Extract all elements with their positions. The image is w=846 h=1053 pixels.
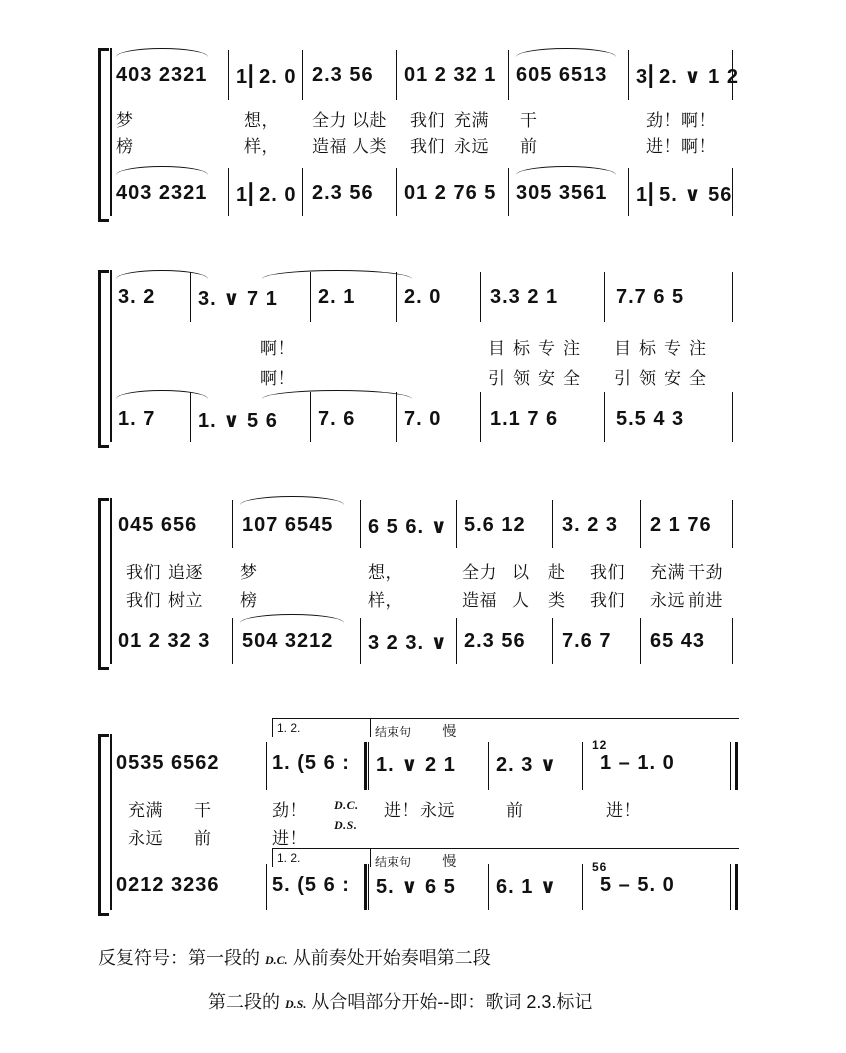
note-line-2: 第二段的 D.S. 从合唱部分开始--即：歌词 2.3.标记 bbox=[208, 992, 593, 1012]
measure-lower: 1⎢5. ∨ 56 bbox=[636, 184, 733, 206]
system-brace bbox=[98, 734, 109, 916]
system-brace bbox=[98, 48, 109, 222]
measure-upper: 0535 6562 bbox=[116, 752, 220, 774]
measure-upper: 403 2321 bbox=[116, 64, 208, 86]
lyric: 样， bbox=[244, 137, 279, 156]
measure-lower: 7. 0 bbox=[404, 408, 442, 430]
lyric: 前进 bbox=[688, 591, 723, 610]
measure-upper: 3. ∨ 7 1 bbox=[198, 288, 278, 310]
grace-notes: 56 bbox=[592, 860, 608, 874]
measure-lower: 7. 6 bbox=[318, 408, 356, 430]
volta-bracket: 1. 2. bbox=[272, 718, 371, 737]
lyric: 我们 bbox=[126, 591, 161, 610]
lyric: 想， bbox=[368, 563, 403, 582]
measure-upper: 3.3 2 1 bbox=[490, 286, 559, 308]
ds-marker: D.S. bbox=[334, 818, 358, 832]
lyric: 造福 bbox=[462, 591, 497, 610]
measure-lower: 403 2321 bbox=[116, 182, 208, 204]
measure-upper: 6 5 6. ∨ bbox=[368, 516, 448, 538]
measure-upper: 1⎢2. 0 bbox=[236, 66, 297, 88]
grace-notes: 12 bbox=[592, 738, 608, 752]
ending-bracket: 结束句 慢 bbox=[370, 848, 739, 867]
volta-bracket: 1. 2. bbox=[272, 848, 371, 867]
measure-lower: 5. ∨ 6 5 bbox=[376, 876, 456, 898]
measure-lower: 5. (5 6 : bbox=[272, 874, 350, 896]
lyric: 人类 bbox=[352, 137, 387, 156]
lyric: 目标专注 bbox=[614, 339, 714, 358]
lyric: 目标专注 bbox=[488, 339, 588, 358]
lyric: 前 bbox=[506, 801, 524, 820]
measure-upper: 605 6513 bbox=[516, 64, 608, 86]
lyric: 劲！ bbox=[272, 801, 307, 820]
lyric: 前 bbox=[520, 137, 538, 156]
lyric: 追逐 bbox=[168, 563, 203, 582]
lyric: 进！ bbox=[606, 801, 641, 820]
lyric: 树立 bbox=[168, 591, 203, 610]
lyric: 干 bbox=[520, 111, 538, 130]
lyric: 全力 bbox=[312, 111, 347, 130]
measure-lower: 1. ∨ 5 6 bbox=[198, 410, 278, 432]
measure-upper: 3⎢2. ∨ 1 2 bbox=[636, 66, 739, 88]
score-system-3 bbox=[0, 490, 846, 670]
measure-upper: 2. 0 bbox=[404, 286, 442, 308]
measure-lower: 1. 7 bbox=[118, 408, 156, 430]
lyric: 永远 bbox=[420, 801, 455, 820]
lyric: 造福 bbox=[312, 137, 347, 156]
lyric: 我们 bbox=[410, 111, 445, 130]
lyric: 进！啊！ bbox=[646, 137, 716, 156]
measure-upper: 107 6545 bbox=[242, 514, 334, 536]
measure-lower: 0212 3236 bbox=[116, 874, 220, 896]
lyric: 以 bbox=[512, 563, 530, 582]
lyric: 进！ bbox=[272, 829, 307, 848]
lyric: 引领安全 bbox=[488, 369, 588, 388]
measure-lower: 5.5 4 3 bbox=[616, 408, 685, 430]
lyric: 我们 bbox=[126, 563, 161, 582]
lyric: 赴 bbox=[548, 563, 566, 582]
lyric: 我们 bbox=[590, 591, 625, 610]
measure-upper: 01 2 32 1 bbox=[404, 64, 497, 86]
lyric: 榜 bbox=[116, 137, 134, 156]
note-line-1: 反复符号：第一段的 D.C. 从前奏处开始奏唱第二段 bbox=[98, 948, 491, 968]
measure-upper: 045 656 bbox=[118, 514, 198, 536]
score-system-1 bbox=[0, 40, 846, 220]
lyric: 干劲 bbox=[688, 563, 723, 582]
lyric: 梦 bbox=[116, 111, 134, 130]
score-system-4 bbox=[0, 712, 846, 912]
measure-upper: 2 1 76 bbox=[650, 514, 712, 536]
measure-lower: 65 43 bbox=[650, 630, 706, 652]
lyric: 充满 bbox=[454, 111, 489, 130]
lyric: 充满 bbox=[128, 801, 163, 820]
measure-upper: 3. 2 bbox=[118, 286, 156, 308]
measure-upper: 1 – 1. 0 bbox=[600, 752, 675, 774]
lyric: 永远 bbox=[128, 829, 163, 848]
measure-upper: 2. 3 ∨ bbox=[496, 754, 558, 776]
measure-lower: 7.6 7 bbox=[562, 630, 612, 652]
system-brace bbox=[98, 498, 109, 670]
measure-lower: 504 3212 bbox=[242, 630, 334, 652]
lyric: 前 bbox=[194, 829, 212, 848]
measure-upper: 3. 2 3 bbox=[562, 514, 619, 536]
measure-lower: 6. 1 ∨ bbox=[496, 876, 558, 898]
measure-lower: 1.1 7 6 bbox=[490, 408, 559, 430]
lyric: 充满 bbox=[650, 563, 685, 582]
lyric: 全力 bbox=[462, 563, 497, 582]
measure-lower: 1⎢2. 0 bbox=[236, 184, 297, 206]
measure-lower: 2.3 56 bbox=[312, 182, 374, 204]
measure-upper: 1. (5 6 : bbox=[272, 752, 350, 774]
lyric: 啊！ bbox=[260, 369, 295, 388]
lyric: 类 bbox=[548, 591, 566, 610]
score-system-2 bbox=[0, 262, 846, 442]
measure-lower: 2.3 56 bbox=[464, 630, 526, 652]
lyric: 我们 bbox=[590, 563, 625, 582]
lyric: 永远 bbox=[454, 137, 489, 156]
measure-lower: 01 2 32 3 bbox=[118, 630, 211, 652]
measure-lower: 5 – 5. 0 bbox=[600, 874, 675, 896]
dc-symbol: D.C. bbox=[265, 953, 288, 967]
lyric: 永远 bbox=[650, 591, 685, 610]
measure-upper: 5.6 12 bbox=[464, 514, 526, 536]
lyric: 梦 bbox=[240, 563, 258, 582]
lyric: 以赴 bbox=[352, 111, 387, 130]
lyric: 劲！啊！ bbox=[646, 111, 716, 130]
lyric: 想， bbox=[244, 111, 279, 130]
measure-lower: 305 3561 bbox=[516, 182, 608, 204]
ds-symbol: D.S. bbox=[285, 997, 307, 1011]
measure-upper: 2. 1 bbox=[318, 286, 356, 308]
lyric: 进！ bbox=[384, 801, 419, 820]
lyric: 啊！ bbox=[260, 339, 295, 358]
lyric: 人 bbox=[512, 591, 530, 610]
measure-upper: 1. ∨ 2 1 bbox=[376, 754, 456, 776]
system-brace bbox=[98, 270, 109, 448]
lyric: 干 bbox=[194, 801, 212, 820]
ending-bracket: 结束句 慢 bbox=[370, 718, 739, 737]
measure-lower: 01 2 76 5 bbox=[404, 182, 497, 204]
lyric: 我们 bbox=[410, 137, 445, 156]
measure-lower: 3 2 3. ∨ bbox=[368, 632, 448, 654]
dc-marker: D.C. bbox=[334, 798, 359, 812]
lyric: 引领安全 bbox=[614, 369, 714, 388]
measure-upper: 2.3 56 bbox=[312, 64, 374, 86]
lyric: 榜 bbox=[240, 591, 258, 610]
lyric: 样， bbox=[368, 591, 403, 610]
measure-upper: 7.7 6 5 bbox=[616, 286, 685, 308]
